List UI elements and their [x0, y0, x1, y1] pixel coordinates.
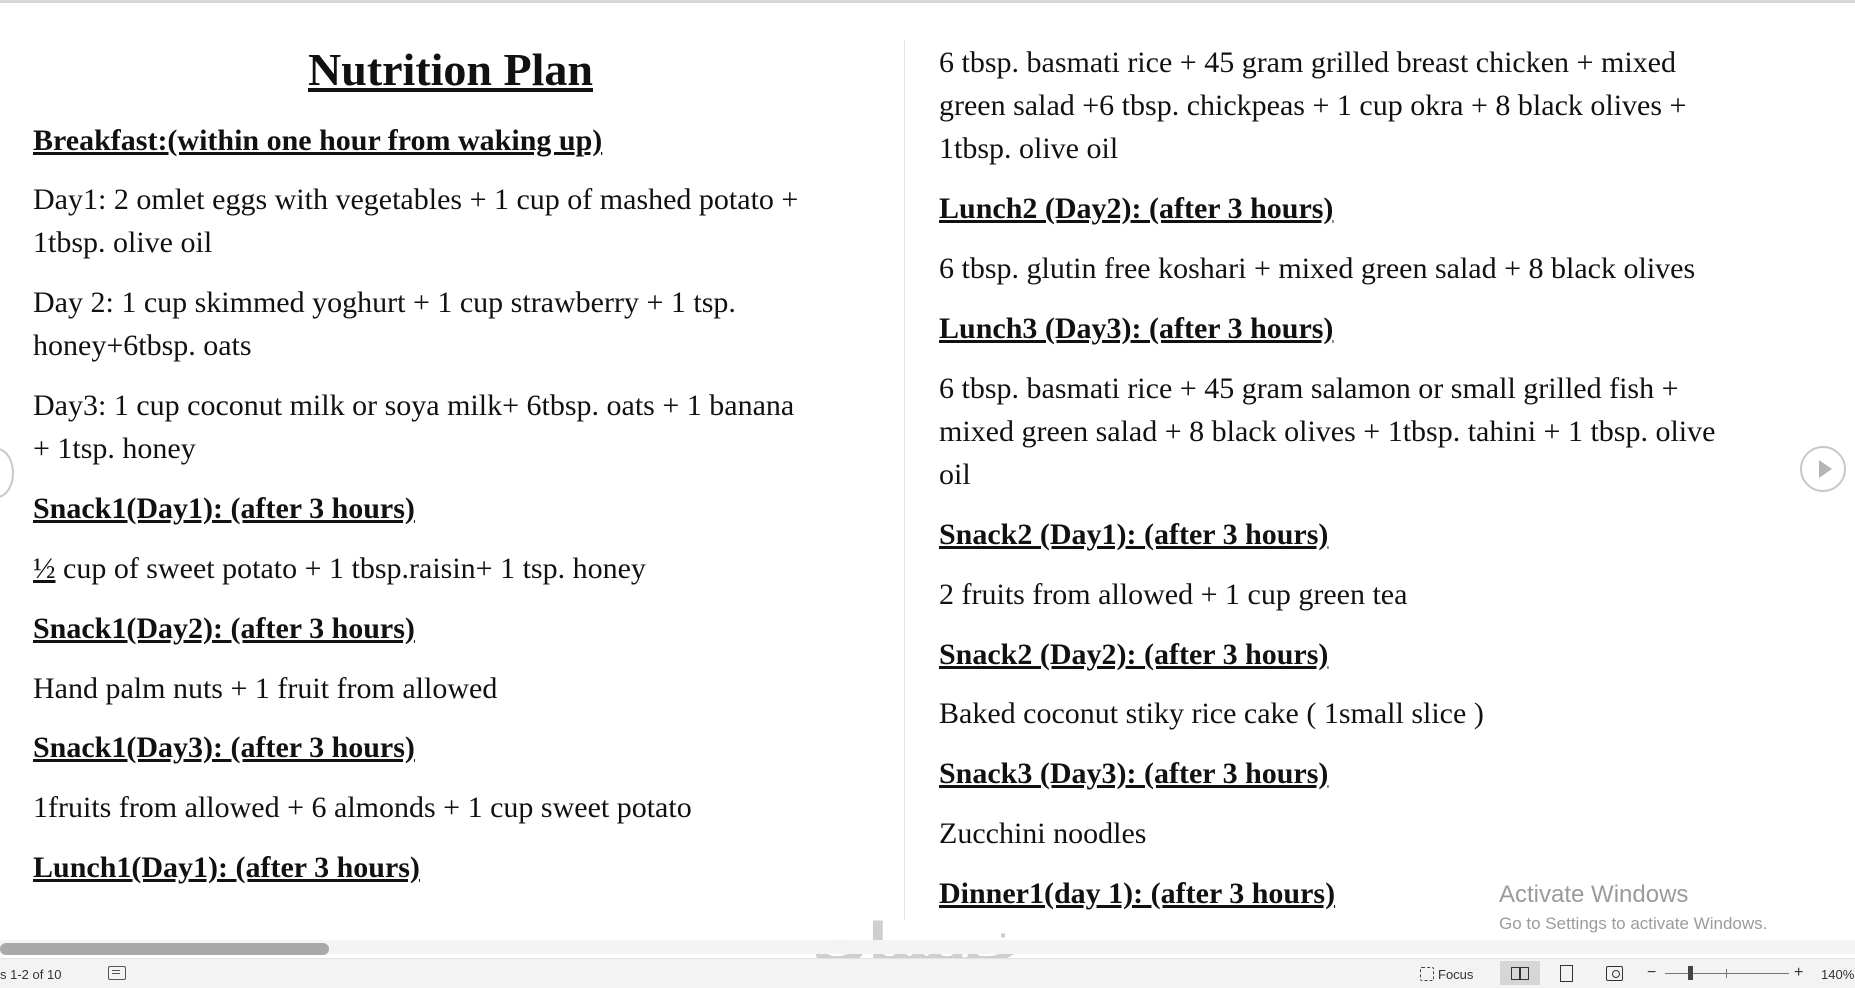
zoom-slider-center-tick: [1726, 969, 1727, 978]
next-page-icon[interactable]: [1800, 446, 1846, 492]
paragraph-line: 1tbsp. olive oil: [939, 132, 1119, 165]
paragraph-line: Hand palm nuts + 1 fruit from allowed: [33, 672, 498, 705]
paragraph-line: Day 2: 1 cup skimmed yoghurt + 1 cup strawberry + 1 tsp.: [33, 286, 736, 319]
fraction-half: ½: [33, 552, 56, 585]
paragraph-text: cup of sweet potato + 1 tbsp.raisin+ 1 tsp. honey: [55, 552, 646, 585]
focus-button[interactable]: [1420, 963, 1473, 985]
paragraph-line: Zucchini noodles: [939, 817, 1147, 850]
read-mode-icon: [1511, 967, 1529, 980]
page-count: s 1-2 of 10: [0, 967, 62, 982]
focus-icon: [1420, 967, 1434, 981]
print-layout-icon: [1560, 965, 1573, 982]
heading-snack2-day1: Snack2 (Day1): (after 3 hours): [939, 518, 1329, 551]
page-divider: [904, 40, 905, 920]
activate-subtitle: Go to Settings to activate Windows.: [1499, 914, 1768, 933]
zoom-in-button[interactable]: +: [1794, 964, 1804, 981]
activate-windows-notice: [1499, 880, 1767, 936]
zoom-slider-thumb[interactable]: [1688, 966, 1693, 980]
heading-snack1-day3: Snack1(Day3): (after 3 hours): [33, 731, 415, 764]
heading-snack2-day2: Snack2 (Day2): (after 3 hours): [939, 638, 1329, 671]
prev-page-icon[interactable]: [0, 448, 14, 498]
zoom-level[interactable]: 140%: [1821, 967, 1855, 982]
paragraph-line: oil: [939, 458, 971, 491]
paragraph-line: 6 tbsp. basmati rice + 45 gram salamon or small grilled fish +: [939, 372, 1679, 405]
heading-snack1-day2: Snack1(Day2): (after 3 hours): [33, 612, 415, 645]
focus-label: Focus: [1438, 966, 1474, 982]
web-layout-icon: [1606, 966, 1623, 981]
web-layout-button[interactable]: [1604, 963, 1624, 983]
heading-dinner1-day1: Dinner1(day 1): (after 3 hours): [939, 877, 1336, 910]
read-mode-button[interactable]: [1500, 961, 1540, 985]
top-border: [0, 0, 1855, 3]
heading-snack1-day1: Snack1(Day1): (after 3 hours): [33, 492, 415, 525]
accessibility-icon[interactable]: [108, 966, 126, 980]
heading-lunch3-day3: Lunch3 (Day3): (after 3 hours): [939, 312, 1334, 345]
status-bar: [0, 958, 1855, 988]
paragraph-line: honey+6tbsp. oats: [33, 329, 252, 362]
paragraph-line: Day3: 1 cup coconut milk or soya milk+ 6tbsp. oats + 1 banana: [33, 389, 795, 422]
heading-lunch1-day1: Lunch1(Day1): (after 3 hours): [33, 851, 420, 884]
document-title: Nutrition Plan: [308, 44, 593, 95]
heading-breakfast: Breakfast:(within one hour from waking up): [33, 124, 603, 157]
horizontal-scroll-thumb[interactable]: [0, 943, 329, 955]
paragraph-line: mixed green salad + 8 black olives + 1tbsp. tahini + 1 tbsp. olive: [939, 415, 1716, 448]
print-layout-button[interactable]: [1556, 963, 1576, 983]
paragraph-line: 6 tbsp. glutin free koshari + mixed green salad + 8 black olives: [939, 252, 1696, 285]
paragraph-line: 1fruits from allowed + 6 almonds + 1 cup sweet potato: [33, 791, 692, 824]
paragraph-line: Baked coconut stiky rice cake ( 1small slice ): [939, 697, 1484, 730]
play-arrow: [1819, 460, 1832, 478]
paragraph-line: 6 tbsp. basmati rice + 45 gram grilled breast chicken + mixed: [939, 46, 1676, 79]
zoom-slider[interactable]: [1665, 973, 1789, 974]
paragraph-line: Day1: 2 omlet eggs with vegetables + 1 cup of mashed potato +: [33, 183, 799, 216]
paragraph-line: green salad +6 tbsp. chickpeas + 1 cup okra + 8 black olives +: [939, 89, 1687, 122]
paragraph-line: 1tbsp. olive oil: [33, 226, 213, 259]
heading-lunch2-day2: Lunch2 (Day2): (after 3 hours): [939, 192, 1334, 225]
heading-snack3-day3: Snack3 (Day3): (after 3 hours): [939, 757, 1329, 790]
zoom-out-button[interactable]: −: [1647, 964, 1657, 981]
paragraph-line: + 1tsp. honey: [33, 432, 196, 465]
activate-title: Activate Windows: [1499, 881, 1689, 908]
paragraph-line: 2 fruits from allowed + 1 cup green tea: [939, 578, 1408, 611]
paragraph-line: [33, 547, 646, 590]
